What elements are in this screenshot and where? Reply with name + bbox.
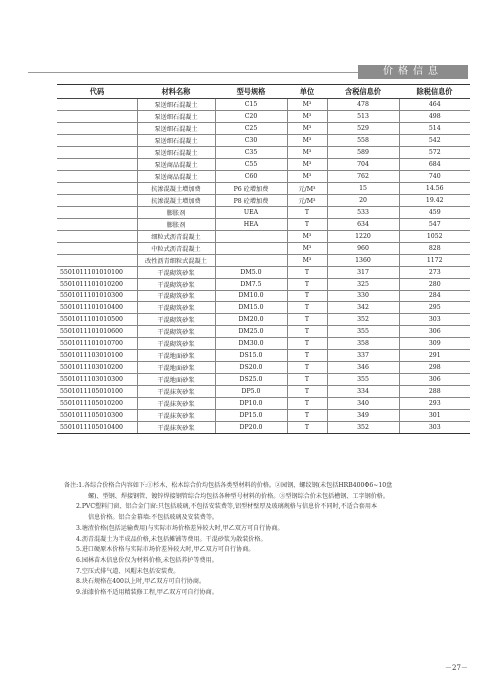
table-cell: T — [287, 410, 327, 422]
table-cell: 20 — [327, 194, 399, 206]
table-row — [57, 350, 470, 362]
table-cell: T — [287, 278, 327, 290]
page-number: －27－ — [445, 664, 468, 672]
table-cell — [57, 158, 137, 170]
table-cell: 1052 — [399, 230, 470, 242]
table-cell: 干混砌筑砂浆 — [137, 266, 215, 278]
table-cell: 泵送商品混凝土 — [137, 158, 215, 170]
column-header: 单位 — [287, 85, 327, 99]
table-cell: T — [287, 326, 327, 338]
table-row — [57, 134, 470, 146]
table-cell: DS20.0 — [215, 362, 287, 374]
table-cell: M³ — [287, 146, 327, 158]
note-line: 8.块石规格在400以上时,甲乙双方可自行协商。 — [76, 578, 206, 586]
table-cell: C25 — [215, 122, 287, 134]
table-cell: M³ — [287, 170, 327, 182]
table-cell: 542 — [399, 134, 470, 146]
table-cell — [57, 122, 137, 134]
table-row — [57, 374, 470, 386]
table-cell: DM30.0 — [215, 338, 287, 350]
table-row — [57, 242, 470, 254]
table-row — [57, 194, 470, 206]
table-cell — [57, 146, 137, 158]
table-cell: 改性沥青细粒式混凝土 — [137, 254, 215, 266]
table-cell: T — [287, 266, 327, 278]
table-cell: 干混砌筑砂浆 — [137, 302, 215, 314]
table-cell: T — [287, 350, 327, 362]
note-line: 螺)、型钢、焊接钢管、镀锌焊接钢管综合均包括各种型号材料的价格。③型钢综合价未包括槽钢、工字钢价格。 — [88, 492, 389, 500]
table-cell: M³ — [287, 134, 327, 146]
table-cell: 284 — [399, 290, 470, 302]
table-cell: T — [287, 422, 327, 434]
table-cell — [57, 194, 137, 206]
table-cell: 342 — [327, 302, 399, 314]
table-cell — [57, 206, 137, 218]
note-line: 7.空压式排气道、风帽未包括安装费。 — [76, 567, 180, 575]
table-cell: 317 — [327, 266, 399, 278]
table-cell: 280 — [399, 278, 470, 290]
table-cell: 5501011103010200 — [57, 362, 137, 374]
table-cell: 5501011105010200 — [57, 398, 137, 410]
note-line: 3.塘渣价格(包括运输费用)与实际市场价格差异较大时,甲乙双方可自行协商。 — [76, 524, 284, 532]
table-cell — [57, 99, 137, 111]
table-cell: T — [287, 338, 327, 350]
column-header: 代码 — [57, 85, 137, 99]
table-cell: C60 — [215, 170, 287, 182]
table-cell: 泵送细石混凝土 — [137, 99, 215, 111]
table-row — [57, 170, 470, 182]
table-cell: 干混砌筑砂浆 — [137, 314, 215, 326]
table-cell — [57, 170, 137, 182]
table-cell: 330 — [327, 290, 399, 302]
table-cell: 740 — [399, 170, 470, 182]
table-cell: DS25.0 — [215, 374, 287, 386]
table-row — [57, 158, 470, 170]
table-cell: 泵送细石混凝土 — [137, 122, 215, 134]
table-cell: M³ — [287, 230, 327, 242]
table-cell: DM10.0 — [215, 290, 287, 302]
note-line: 9.油漆价格不适用精装修工程,甲乙双方可自行协商。 — [76, 589, 218, 597]
table-cell: 5501011105010100 — [57, 386, 137, 398]
table-row — [57, 278, 470, 290]
table-cell: M³ — [287, 122, 327, 134]
table-cell: 309 — [399, 338, 470, 350]
table-cell: 膨胀剂 — [137, 206, 215, 218]
table-cell: 634 — [327, 218, 399, 230]
table-cell: T — [287, 398, 327, 410]
table-cell: 306 — [399, 374, 470, 386]
table-row — [57, 314, 470, 326]
note-line: 5.进口硬原木价格与实际市场价差异较大时,甲乙双方可自行协商。 — [76, 546, 255, 554]
table-row — [57, 422, 470, 434]
table-cell: 960 — [327, 242, 399, 254]
table-cell: P6 砼增加费 — [215, 182, 287, 194]
table-cell: P8 砼增加费 — [215, 194, 287, 206]
table-row — [57, 230, 470, 242]
table-cell: 334 — [327, 386, 399, 398]
table-cell: DP20.0 — [215, 422, 287, 434]
table-cell: DP5.0 — [215, 386, 287, 398]
table-cell: 泵送细石混凝土 — [137, 146, 215, 158]
table-row — [57, 326, 470, 338]
column-header: 含税信息价 — [327, 85, 399, 99]
table-cell: 349 — [327, 410, 399, 422]
table-cell: 306 — [399, 326, 470, 338]
table-cell: 291 — [399, 350, 470, 362]
table-cell: HEA — [215, 218, 287, 230]
table-cell: 5501011101010600 — [57, 326, 137, 338]
table-cell — [57, 110, 137, 122]
table-cell: 762 — [327, 170, 399, 182]
table-cell: 干混地面砂浆 — [137, 362, 215, 374]
table-cell: M³ — [287, 99, 327, 111]
table-row — [57, 338, 470, 350]
table-cell — [57, 218, 137, 230]
table-cell: 572 — [399, 146, 470, 158]
table-cell: DM7.5 — [215, 278, 287, 290]
table-cell — [57, 134, 137, 146]
table-row — [57, 99, 470, 111]
note-line: 4.沥青混凝土为半成品价格,未包括摊铺等费用。干混砂浆为散装价格。 — [76, 535, 267, 543]
table-cell: T — [287, 362, 327, 374]
notes — [64, 481, 464, 599]
table-cell: 303 — [399, 422, 470, 434]
table-cell: C20 — [215, 110, 287, 122]
table-cell: 355 — [327, 326, 399, 338]
table-cell — [215, 242, 287, 254]
table-cell: 细粒式沥青混凝土 — [137, 230, 215, 242]
table-cell: 干混砌筑砂浆 — [137, 278, 215, 290]
table-cell: 干混砌筑砂浆 — [137, 290, 215, 302]
table-cell: 5501011101010100 — [57, 266, 137, 278]
table-cell: 684 — [399, 158, 470, 170]
table-cell: 5501011105010300 — [57, 410, 137, 422]
table-cell: 533 — [327, 206, 399, 218]
table-cell: 抗渗混凝土增加费 — [137, 182, 215, 194]
table-cell: 828 — [399, 242, 470, 254]
table-cell: DP15.0 — [215, 410, 287, 422]
table-cell: 459 — [399, 206, 470, 218]
table-row — [57, 182, 470, 194]
table-cell: M³ — [287, 158, 327, 170]
table-cell: 14.56 — [399, 182, 470, 194]
table-cell: C35 — [215, 146, 287, 158]
table-row — [57, 410, 470, 422]
table-row — [57, 362, 470, 374]
table-body — [57, 99, 470, 434]
table-cell: 303 — [399, 314, 470, 326]
column-header: 除税信息价 — [399, 85, 470, 99]
table-cell: 中粒式沥青混凝土 — [137, 242, 215, 254]
table-cell: 295 — [399, 302, 470, 314]
table-cell: DM25.0 — [215, 326, 287, 338]
table-cell: 478 — [327, 99, 399, 111]
table-row — [57, 254, 470, 266]
table-cell: 5501011101010400 — [57, 302, 137, 314]
table-cell: 529 — [327, 122, 399, 134]
note-line: 6.园林苗木信息价仅为材料价格,未包括养护等费用。 — [76, 556, 218, 564]
table-cell: 5501011101010700 — [57, 338, 137, 350]
table-cell: 干混砌筑砂浆 — [137, 338, 215, 350]
column-header: 材料名称 — [137, 85, 215, 99]
table-row — [57, 122, 470, 134]
table-cell: 352 — [327, 422, 399, 434]
table-cell — [57, 242, 137, 254]
table-cell: 泵送细石混凝土 — [137, 134, 215, 146]
column-header: 型号规格 — [215, 85, 287, 99]
table-row — [57, 266, 470, 278]
table-row — [57, 146, 470, 158]
table-cell: 干混抹灰砂浆 — [137, 398, 215, 410]
table-cell: DM15.0 — [215, 302, 287, 314]
table-cell: 5501011105010400 — [57, 422, 137, 434]
table-cell: T — [287, 206, 327, 218]
table-cell: 5501011101010500 — [57, 314, 137, 326]
table-cell: 5501011101010300 — [57, 290, 137, 302]
table-cell: 膨胀剂 — [137, 218, 215, 230]
table-cell: 358 — [327, 338, 399, 350]
table-cell: C55 — [215, 158, 287, 170]
table-cell: 1360 — [327, 254, 399, 266]
table-cell: 1172 — [399, 254, 470, 266]
table-cell: 352 — [327, 314, 399, 326]
table-row — [57, 290, 470, 302]
table-cell: 泵送商品混凝土 — [137, 170, 215, 182]
table-cell: 元/M³ — [287, 194, 327, 206]
table-cell: C15 — [215, 99, 287, 111]
table-cell: T — [287, 314, 327, 326]
table-cell: 干混抹灰砂浆 — [137, 410, 215, 422]
table-cell: M³ — [287, 110, 327, 122]
table-cell: 泵送细石混凝土 — [137, 110, 215, 122]
table-cell: 288 — [399, 386, 470, 398]
table-cell: T — [287, 374, 327, 386]
table-cell: 704 — [327, 158, 399, 170]
table-cell: 340 — [327, 398, 399, 410]
table-cell — [57, 182, 137, 194]
table-row — [57, 302, 470, 314]
table-cell: T — [287, 386, 327, 398]
table-cell: 19.42 — [399, 194, 470, 206]
table-cell: 301 — [399, 410, 470, 422]
table-cell: 干混砌筑砂浆 — [137, 326, 215, 338]
table-row — [57, 398, 470, 410]
table-cell: 346 — [327, 362, 399, 374]
table-cell: 337 — [327, 350, 399, 362]
table-cell: M³ — [287, 242, 327, 254]
table-cell: M³ — [287, 254, 327, 266]
section-tab: 价格信息 — [358, 65, 468, 79]
table-cell: 589 — [327, 146, 399, 158]
table-cell: T — [287, 218, 327, 230]
table-cell: DM20.0 — [215, 314, 287, 326]
table-cell: 1220 — [327, 230, 399, 242]
note-line: 备注:1.各综合价格合内容如下:①杉木、松木综合价均包括各类型材料的价格。②园钢、螺纹钢(未包括HRB400Φ6~10盘 — [64, 482, 393, 489]
table-cell: DS15.0 — [215, 350, 287, 362]
table-cell: 464 — [399, 99, 470, 111]
table-cell: 5501011103010100 — [57, 350, 137, 362]
table-cell: T — [287, 302, 327, 314]
note-line: 信息价格。铝合金幕墙:不包括玻璃及安装费等。 — [88, 514, 219, 522]
table-cell: 513 — [327, 110, 399, 122]
table-cell: DP10.0 — [215, 398, 287, 410]
table-cell: 558 — [327, 134, 399, 146]
table-cell: 干混地面砂浆 — [137, 350, 215, 362]
price-table — [57, 84, 470, 434]
table-row — [57, 386, 470, 398]
table-cell: 抗渗混凝土增加费 — [137, 194, 215, 206]
table-cell: C30 — [215, 134, 287, 146]
table-cell: 5501011101010200 — [57, 278, 137, 290]
header-rule — [28, 72, 358, 73]
table-cell: 293 — [399, 398, 470, 410]
table-cell: T — [287, 290, 327, 302]
table-cell: 干混抹灰砂浆 — [137, 422, 215, 434]
table-cell: 5501011103010300 — [57, 374, 137, 386]
table-cell: 355 — [327, 374, 399, 386]
table-cell: DM5.0 — [215, 266, 287, 278]
table-cell: 15 — [327, 182, 399, 194]
note-line: 2.PVC塑料门窗、铝合金门窗:只包括玻璃,不包括安装费等,铝型材壁厚及玻璃规格与信息价不同时,不适合套用本 — [76, 503, 378, 511]
table-row — [57, 206, 470, 218]
table-cell: 元/M³ — [287, 182, 327, 194]
table-row — [57, 218, 470, 230]
table-row — [57, 110, 470, 122]
table-cell — [215, 254, 287, 266]
table-cell: 498 — [399, 110, 470, 122]
table-cell: UEA — [215, 206, 287, 218]
table-header-row — [57, 85, 470, 99]
table-cell: 273 — [399, 266, 470, 278]
table-cell: 325 — [327, 278, 399, 290]
table-cell: 514 — [399, 122, 470, 134]
table-cell — [57, 254, 137, 266]
table-cell — [215, 230, 287, 242]
table-cell: 547 — [399, 218, 470, 230]
table-cell — [57, 230, 137, 242]
table-cell: 298 — [399, 362, 470, 374]
table-cell: 干混抹灰砂浆 — [137, 386, 215, 398]
table-cell: 干混地面砂浆 — [137, 374, 215, 386]
